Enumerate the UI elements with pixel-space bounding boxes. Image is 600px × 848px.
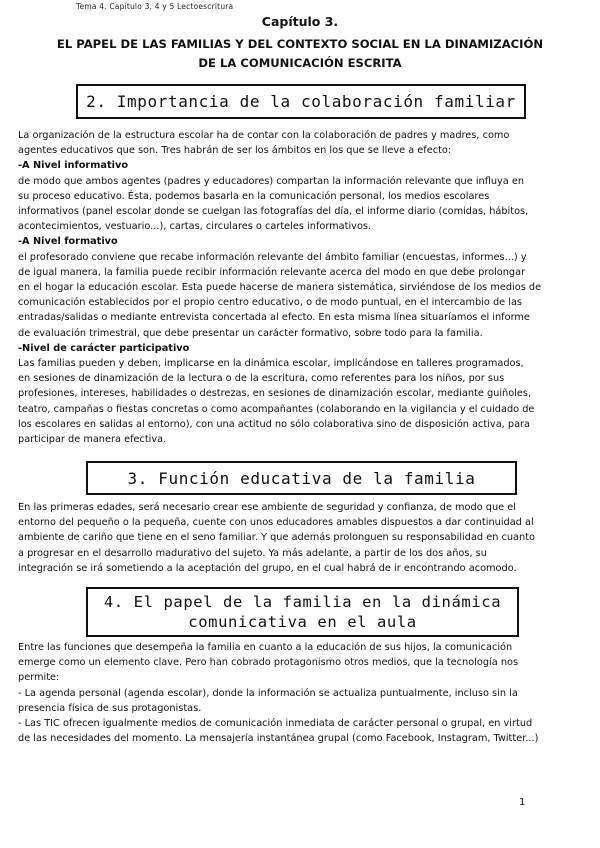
paragraph-line: profesiones, intereses, habilidades o destrezas, en sesiones de dinamización escolar, mediante guiñoles, — [18, 388, 532, 400]
paragraph-line: Las familias pueden y deben, implicarse en la dinámica escolar, implicándose en talleres programados, — [18, 358, 524, 370]
paragraph-line: en sesiones de dinamización de la lectura o de la escritura, como referentes para los niños, por sus — [18, 373, 505, 385]
chapter-title-line-1: EL PAPEL DE LAS FAMILIAS Y DEL CONTEXTO SOCIAL EN LA DINAMIZACIÓN — [56, 37, 544, 51]
section-4-heading-line-1: 4. El papel de la familia en la dinámica — [103, 593, 502, 611]
paragraph-line: su proceso educativo. Ésta, podemos basarla en la comunicación personal, los medios escolares — [18, 190, 490, 202]
paragraph-line: de modo que ambos agentes (padres y educadores) compartan la información relevante que influya en — [18, 175, 525, 187]
paragraph-line: entorno del pequeño o la pequeña, cuente con unos educadores amables dispuestos a dar continuidad al — [18, 517, 534, 529]
paragraph-line: de las necesidades del momento. La mensajería instantánea grupal (como Facebook, Instagram, Twitter...) — [18, 733, 539, 745]
paragraph-line: el profesorado conviene que recabe información relevante del ámbito familiar (encuestas, informes...) y — [18, 251, 527, 263]
paragraph-line: acontecimientos, vestuario...), cartas, circulares o carteles informativos. — [18, 221, 372, 233]
paragraph-line: Entre las funciones que desempeña la familia en cuanto a la educación de sus hijos, la comunicación — [18, 642, 513, 653]
paragraph-line: participar de manera efectiva. — [18, 434, 167, 446]
chapter-label: Capítulo 3. — [261, 14, 339, 29]
paragraph-line: permite: — [18, 672, 60, 684]
paragraph-line: En las primeras edades, será necesario crear ese ambiente de seguridad y confianza, de modo que el — [18, 502, 516, 513]
paragraph-line: agentes educativos que son. Tres habrán de ser los ámbitos en los que se lleve a efecto: — [18, 145, 452, 157]
paragraph-line: emerge como un elemento clave. Pero han cobrado protagonismo otros medios, que la tecnología nos — [18, 657, 519, 669]
paragraph-line: - Las TIC ofrecen igualmente medios de comunicación inmediata de carácter personal o grupal, en virtud — [18, 718, 533, 730]
paragraph-line: integración se irá sometiendo a la aceptación del grupo, en el cual habrá de ir encontrando acomodo. — [18, 562, 517, 574]
section-4-heading-box — [86, 587, 519, 637]
section-2-heading-box — [76, 84, 526, 119]
paragraph-line: entradas/salidas o mediante entrevista concertada al efecto. En esta misma línea situaríamos el informe — [18, 312, 530, 324]
paragraph-line: informativos (panel escolar donde se cuelgan las fotografías del día, el informe diario (comidas, hábitos, — [18, 206, 529, 218]
paragraph-line: comunicación establecidos por el propio centro educativo, o de modo puntual, en el intercambio de las — [18, 297, 523, 309]
paragraph-line: en el hogar la educación escolar. Esta puede hacerse de manera sistemática, sirviéndose de los medios de — [18, 282, 542, 294]
section-2-body — [18, 128, 586, 447]
section-3-heading-box — [86, 461, 517, 495]
chapter-title-line-2: DE LA COMUNICACIÓN ESCRITA — [198, 56, 402, 70]
paragraph-line: los escolares en salidas al entorno), con una actitud no sólo colaborativa sino de disposición activa, para — [18, 418, 531, 430]
subheading-nivel-informativo: -A Nivel informativo — [18, 160, 129, 172]
paragraph-line: - La agenda personal (agenda escolar), donde la información se actualiza puntualmente, incluso sin la — [18, 687, 518, 699]
section-3-heading: 3. Función educativa de la familia — [127, 468, 476, 488]
section-2-heading: 2. Importancia de la colaboración familiar — [86, 92, 516, 111]
subheading-nivel-participativo: -Nivel de carácter participativo — [18, 342, 190, 354]
paragraph-line: de igual manera, la familia puede recibir información relevante acerca del modo en que debe prolongar — [18, 266, 526, 278]
paragraph-line: teatro, campañas o fiestas concretas o como acompañantes (colaborando en la vigilancia y el cuidado de — [18, 403, 535, 415]
paragraph-line: a progresar en el desarrollo madurativo del sujeto. Ya más adelante, a partir de los dos años, su — [18, 547, 487, 559]
running-header: Tema 4. Capítulo 3, 4 y 5 Lectoescritura — [76, 2, 234, 11]
page-number: 1 — [519, 797, 526, 808]
paragraph-line: La organización de la estructura escolar ha de contar con la colaboración de padres y madres, como — [18, 130, 510, 141]
section-3-body — [18, 500, 586, 576]
paragraph-line: de evaluación trimestral, que debe presentar un carácter formativo, sobre todo para la familia. — [18, 327, 483, 339]
chapter-title — [20, 35, 580, 73]
subheading-nivel-formativo: -A Nivel formativo — [18, 236, 118, 248]
section-4-body — [18, 640, 586, 746]
section-4-heading-line-2: comunicativa en el aula — [188, 613, 417, 631]
paragraph-line: ambiente de cariño que tiene en el seno familiar. Y que además prolonguen su responsabilidad en cuanto — [18, 532, 535, 544]
paragraph-line: presencia física de sus protagonistas. — [18, 702, 202, 714]
